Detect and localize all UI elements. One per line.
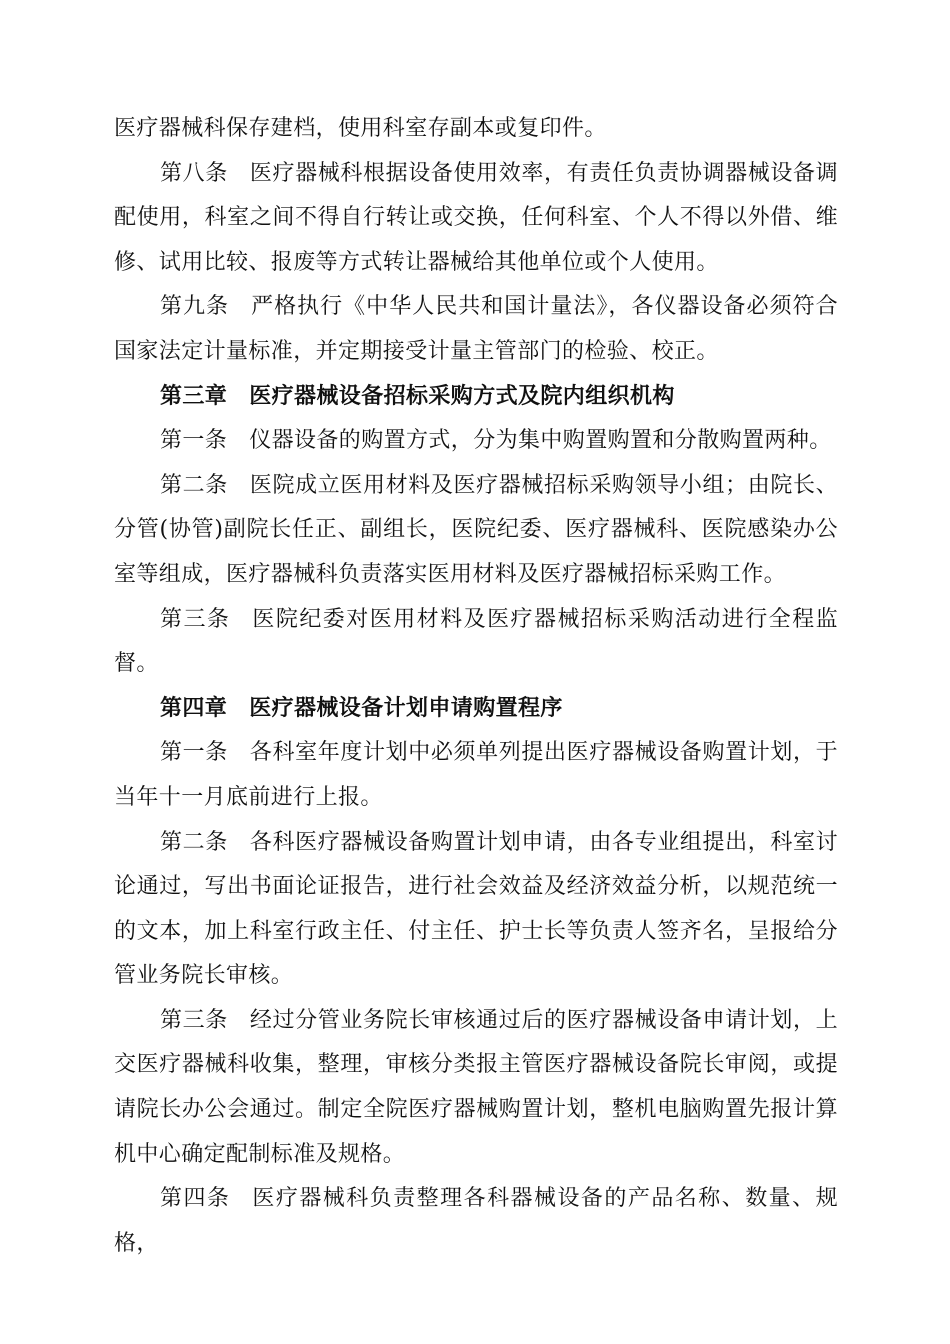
article-paragraph bbox=[114, 821, 838, 999]
article-text: 仪器设备的购置方式，分为集中购置购置和分散购置两种。 bbox=[249, 428, 832, 454]
chapter-heading bbox=[114, 375, 838, 420]
article-text: 各科医疗器械设备购置计划申请，由各专业组提出，科室讨论通过，写出书面论证报告，进行社会效益及经济效益分析，以规范统一的文本，加上科室行政主任、付主任、护士长等负责人签齐名，呈报给分管业务院长审核。 bbox=[114, 829, 838, 989]
chapter-title: 医疗器械设备计划申请购置程序 bbox=[249, 695, 563, 721]
article-paragraph bbox=[114, 419, 838, 464]
chapter-title: 医疗器械设备招标采购方式及院内组织机构 bbox=[249, 383, 675, 409]
article-text: 医院成立医用材料及医疗器械招标采购领导小组；由院长、分管(协管)副院长任正、副组长，医院纪委、医疗器械科、医院感染办公室等组成，医疗器械科负责落实医用材料及医疗器械招标采购工作。 bbox=[114, 472, 838, 587]
chapter-heading bbox=[114, 687, 838, 732]
article-paragraph bbox=[114, 1177, 838, 1266]
article-number: 第二条 bbox=[160, 829, 228, 855]
paragraph-text: 医疗器械科保存建档，使用科室存副本或复印件。 bbox=[114, 116, 607, 141]
article-number: 第一条 bbox=[160, 428, 228, 454]
article-text: 医疗器械科根据设备使用效率，有责任负责协调器械设备调配使用，科室之间不得自行转让或交换，任何科室、个人不得以外借、维修、试用比较、报废等方式转让器械给其他单位或个人使用。 bbox=[114, 160, 838, 275]
article-paragraph bbox=[114, 285, 838, 374]
article-paragraph bbox=[114, 152, 838, 286]
document-page bbox=[114, 107, 838, 1266]
article-number: 第四条 bbox=[160, 1186, 231, 1212]
article-number: 第一条 bbox=[160, 740, 228, 766]
article-text: 经过分管业务院长审核通过后的医疗器械设备申请计划，上交医疗器械科收集，整理，审核分类报主管医疗器械设备院长审阅，或提请院长办公会通过。制定全院医疗器械购置计划，整机电脑购置先报计算机中心确定配制标准及规格。 bbox=[114, 1007, 838, 1167]
article-paragraph bbox=[114, 999, 838, 1177]
article-number: 第二条 bbox=[160, 472, 228, 498]
paragraph-continuation bbox=[114, 107, 838, 152]
chapter-number: 第三章 bbox=[160, 383, 228, 409]
article-number: 第八条 bbox=[160, 160, 228, 186]
article-number: 第三条 bbox=[160, 606, 231, 632]
chapter-number: 第四章 bbox=[160, 695, 228, 721]
article-number: 第三条 bbox=[160, 1007, 228, 1033]
article-text: 各科室年度计划中必须单列提出医疗器械设备购置计划，于当年十一月底前进行上报。 bbox=[114, 740, 838, 810]
article-number: 第九条 bbox=[160, 294, 230, 320]
article-text: 医疗器械科负责整理各科器械设备的产品名称、数量、规格， bbox=[114, 1186, 838, 1256]
article-text: 严格执行《中华人民共和国计量法》，各仪器设备必须符合国家法定计量标准，并定期接受计量主管部门的检验、校正。 bbox=[114, 294, 839, 364]
article-paragraph bbox=[114, 464, 838, 598]
article-paragraph bbox=[114, 598, 838, 687]
article-text: 医院纪委对医用材料及医疗器械招标采购活动进行全程监督。 bbox=[114, 606, 838, 677]
article-paragraph bbox=[114, 731, 838, 820]
